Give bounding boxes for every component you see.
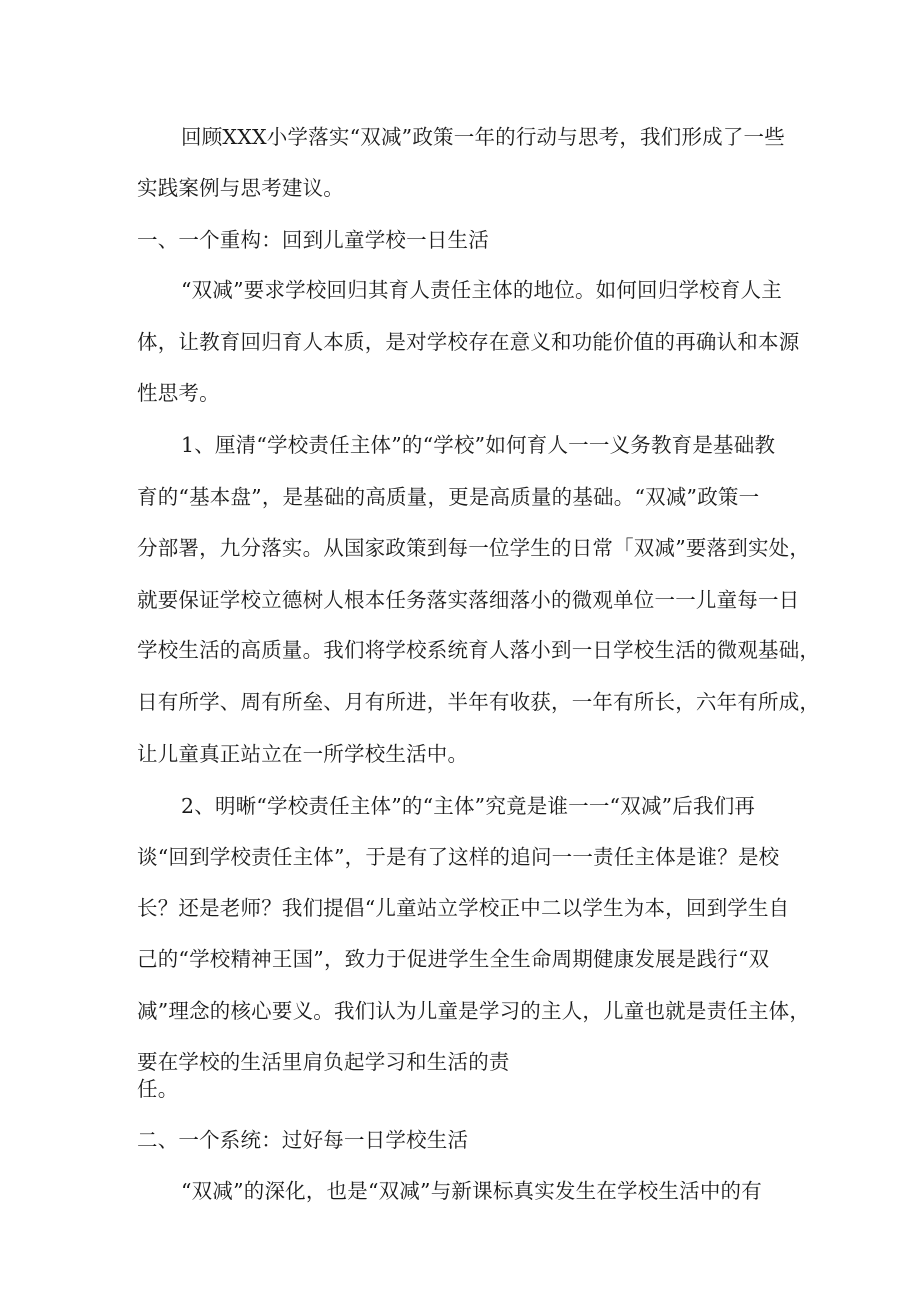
paragraph-intro-line-1: 回顾XXX小学落实“双减”政策一年的行动与思考，我们形成了一些 xyxy=(181,125,785,149)
paragraph-3-line-4: 己的“学校精神王国”，致力于促进学生全生命周期健康发展是践行“双 xyxy=(137,947,770,971)
section-heading-2: 二、一个系统：过好每一日学校生活 xyxy=(137,1128,469,1152)
paragraph-3-line-5: 减”理念的核心要义。我们认为儿童是学习的主人，儿童也就是责任主体， xyxy=(137,999,811,1023)
paragraph-4-line-1: “双减”的深化，也是“双减”与新课标真实发生在学校生活中的有 xyxy=(181,1179,762,1203)
paragraph-3-line-6: 要在学校的生活里肩负起学习和生活的责 xyxy=(137,1050,510,1074)
paragraph-1-line-1: “双减”要求学校回归其育人责任主体的地位。如何回归学校育人主 xyxy=(181,278,782,302)
paragraph-3-line-1: 2、明晰“学校责任主体”的“主体”究竟是谁一一“双减”后我们再 xyxy=(181,794,756,818)
paragraph-2-line-2: 育的“基本盘”，是基础的高质量，更是高质量的基础。“双减”政策一 xyxy=(137,485,760,509)
paragraph-2-line-7: 让儿童真正站立在一所学校生活中。 xyxy=(137,742,469,766)
paragraph-intro-line-2: 实践案例与思考建议。 xyxy=(137,176,344,200)
paragraph-2-line-6: 日有所学、周有所垒、月有所进，半年有收获，一年有所长，六年有所成， xyxy=(137,690,821,714)
paragraph-3-line-7: 任。 xyxy=(137,1077,179,1101)
paragraph-3-line-2: 谈“回到学校责任主体”，于是有了这样的追问一一责任主体是谁？是校 xyxy=(137,845,780,869)
section-heading-1: 一、一个重构：回到儿童学校一日生活 xyxy=(137,228,489,252)
paragraph-2-line-1: 1、厘清“学校责任主体”的“学校”如何育人一一义务教育是基础教 xyxy=(181,433,776,457)
paragraph-2-line-4: 就要保证学校立德树人根本任务落实落细落小的微观单位一一儿童每一日 xyxy=(137,588,800,612)
paragraph-2-line-3: 分部署，九分落实。从国家政策到每一位学生的日常「双减”要落到实处， xyxy=(137,536,811,560)
paragraph-1-line-3: 性思考。 xyxy=(137,381,220,405)
paragraph-1-line-2: 体，让教育回归育人本质，是对学校存在意义和功能价值的再确认和本源 xyxy=(137,330,800,354)
paragraph-2-line-5: 学校生活的高质量。我们将学校系统育人落小到一日学校生活的微观基础， xyxy=(137,638,821,662)
paragraph-3-line-3: 长？还是老师？我们提倡“儿童站立学校正中二以学生为本，回到学生自 xyxy=(137,896,790,920)
